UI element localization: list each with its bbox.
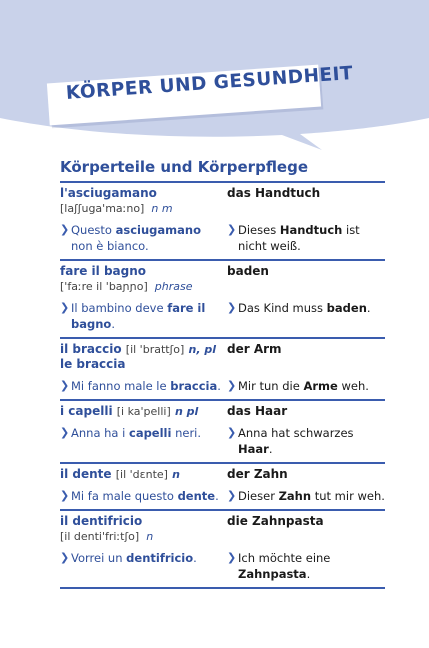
german-example: ❯ Mir tun die Arme weh. (227, 379, 369, 393)
german-translation: das Handtuch (227, 186, 321, 200)
vocab-entry (60, 462, 385, 509)
italian-term: il braccio (60, 342, 122, 356)
grammar-label: n, pl (188, 343, 216, 356)
pronunciation: [laʃʃuga'maːno] (60, 202, 145, 215)
chevron-right-icon: ❯ (227, 489, 237, 502)
chevron-right-icon: ❯ (227, 426, 237, 439)
vocab-entry (60, 181, 385, 259)
grammar-label: n (146, 530, 154, 543)
pronunciation: [il 'dɛnte] (115, 468, 168, 481)
vocab-entry (60, 399, 385, 462)
chevron-right-icon: ❯ (227, 379, 237, 392)
italian-example: ❯ Mi fa male questo dente. (60, 489, 219, 503)
german-translation: der Zahn (227, 467, 288, 481)
italian-example: ❯ Il bambino deve fare il bagno. (60, 301, 206, 331)
italian-term: i capelli (60, 404, 113, 418)
italian-term: il dentifricio (60, 514, 143, 528)
german-example: ❯ Anna hat schwarzes Haar. (227, 426, 354, 456)
chevron-right-icon: ❯ (227, 301, 237, 314)
section-title: Körperteile und Körperpflege (60, 158, 309, 176)
chevron-right-icon: ❯ (60, 223, 70, 236)
chevron-right-icon: ❯ (60, 551, 70, 564)
italian-example: ❯ Vorrei un dentifricio. (60, 551, 197, 565)
german-example: ❯ Dieser Zahn tut mir weh. (227, 489, 385, 503)
german-translation: der Arm (227, 342, 282, 356)
vocab-entry (60, 337, 385, 399)
german-translation: das Haar (227, 404, 288, 418)
german-example: ❯ Ich möchte eine Zahnpasta. (227, 551, 331, 581)
italian-example: ❯ Mi fanno male le braccia. (60, 379, 221, 393)
italian-term: l'asciugamano (60, 186, 157, 200)
plural-form: le braccia (60, 357, 126, 371)
chevron-right-icon: ❯ (60, 379, 70, 392)
pronunciation: [il 'brattʃo] (125, 343, 185, 356)
grammar-label: n pl (174, 405, 199, 418)
chapter-title: KÖRPER UND GESUNDHEIT (65, 62, 354, 104)
vocab-entry (60, 509, 385, 589)
pronunciation: ['faːre il 'baɲɲo] (60, 280, 148, 293)
grammar-label: n (172, 468, 180, 481)
chevron-right-icon: ❯ (60, 301, 70, 314)
chevron-right-icon: ❯ (227, 551, 237, 564)
chevron-right-icon: ❯ (227, 223, 237, 236)
vocab-entry (60, 259, 385, 337)
italian-example: ❯ Anna ha i capelli neri. (60, 426, 202, 440)
chevron-right-icon: ❯ (60, 489, 70, 502)
german-translation: die Zahnpasta (227, 514, 324, 528)
german-example: ❯ Das Kind muss baden. (227, 301, 371, 315)
italian-term: il dente (60, 467, 112, 481)
german-translation: baden (227, 264, 269, 278)
italian-example: ❯ Questo asciugamano non è bianco. (60, 223, 201, 253)
german-example: ❯ Dieses Handtuch ist nicht weiß. (227, 223, 360, 253)
grammar-label: phrase (154, 280, 193, 293)
pronunciation: [i ka'pelli] (116, 405, 171, 418)
grammar-label: n m (151, 202, 173, 215)
chevron-right-icon: ❯ (60, 426, 70, 439)
vocabulary-list (60, 181, 385, 589)
italian-term: fare il bagno (60, 264, 147, 278)
pronunciation: [il denti'friːtʃo] (60, 530, 140, 543)
